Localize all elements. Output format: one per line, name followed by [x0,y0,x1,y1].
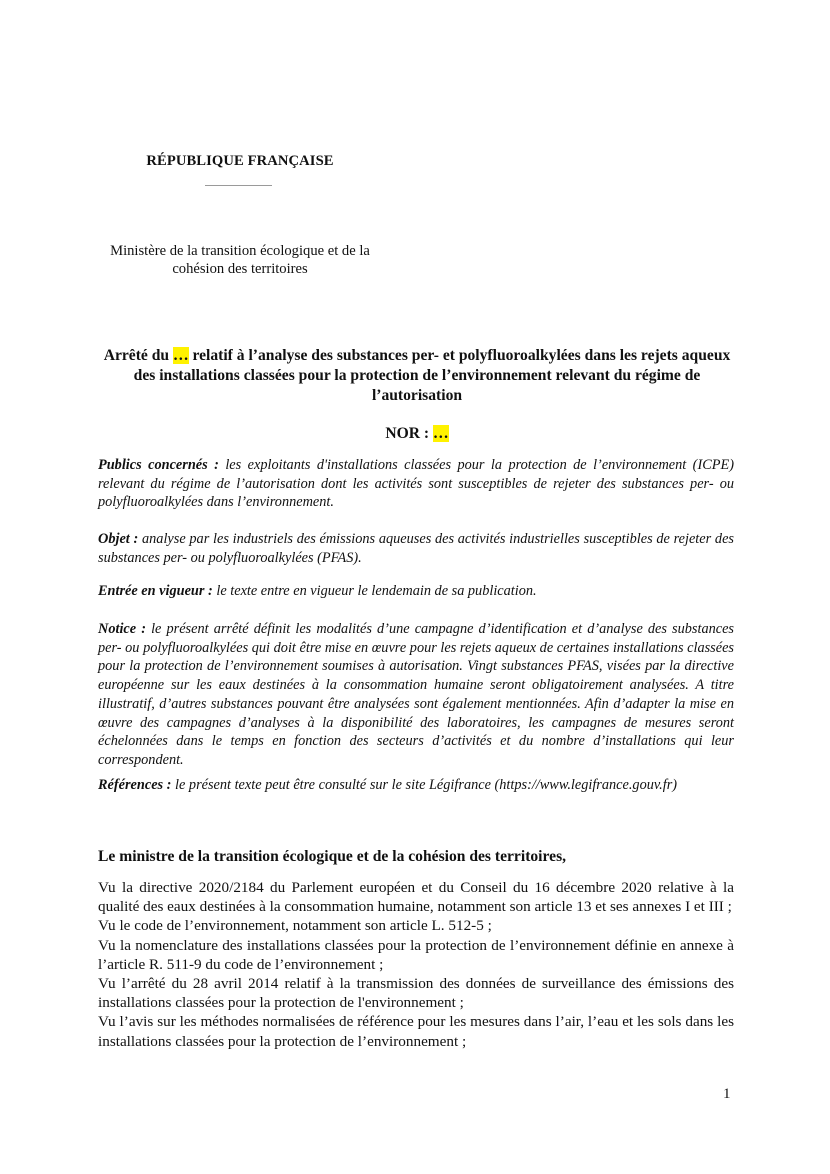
visa-item: Vu la nomenclature des installations classées pour la protection de l’environnement définie en annexe à l’article R. 511-9 du code de l’environnement ; [98,936,734,973]
republic-heading: RÉPUBLIQUE FRANÇAISE [146,153,334,169]
visas-list [98,878,734,1051]
summary-references [98,776,734,795]
date-placeholder-highlight: … [172,347,189,364]
decree-title [98,346,736,406]
ministry-name: Ministère de la transition écologique et de la cohésion des territoires [110,243,370,277]
summary-label: Entrée en vigueur : [98,583,213,599]
summary-label: Publics concernés : [98,457,219,473]
nor-reference [98,425,736,443]
summary-text: le présent texte peut être consulté sur le site Légifrance (https://www.legifrance.gouv.fr) [171,777,678,793]
visa-item: Vu l’arrêté du 28 avril 2014 relatif à la transmission des données de surveillance des émissions des installations classées pour la protection de l'environnement ; [98,975,734,1012]
summary-text: les exploitants d'installations classées pour la protection de l’environnement (ICPE) relevant du régime de l’autorisation dont les activités sont susceptibles de rejeter des substances per- ou polyfluoroalkylées dans l’environnement. [98,457,734,511]
summary-publics [98,456,734,512]
visa-item: Vu la directive 2020/2184 du Parlement européen et du Conseil du 16 décembre 2020 relative à la qualité des eaux destinées à la consommation humaine, notamment son article 13 et ses annexes I et III ; [98,879,734,916]
header-divider [205,185,272,186]
summary-objet [98,530,734,567]
summary-label: Objet : [98,531,139,547]
nor-label: NOR : [385,425,434,442]
title-prefix: Arrêté du [103,347,173,364]
summary-notice [98,620,734,770]
summary-text: le texte entre en vigueur le lendemain de sa publication. [212,583,537,599]
minister-heading: Le ministre de la transition écologique et de la cohésion des territoires, [98,848,567,865]
nor-placeholder-highlight: … [433,425,449,442]
page-number: 1 [723,1086,731,1102]
summary-text: analyse par les industriels des émissions aqueuses des activités industrielles susceptibles de rejeter des substances per- ou polyfluoroalkylées (PFAS). [98,531,734,566]
visa-item: Vu l’avis sur les méthodes normalisées de référence pour les mesures dans l’air, l’eau et les sols dans les installations classées pour la protection de l’environnement ; [98,1013,734,1050]
visa-item: Vu le code de l’environnement, notamment son article L. 512-5 ; [98,917,492,935]
summary-text: le présent arrêté définit les modalités d’une campagne d’identification et d’analyse des substances per- ou polyfluoroalkylées qui doit être mise en œuvre pour les rejets aqueux de certaines installations classées pour la protection de l’environnement soumises à autorisation. Vingt substances PFAS, visées par la directive européenne sur les eaux destinées à la consommation humaine seront obligatoirement analysées. A titre illustratif, d’autres substances pouvant être analysées sont également mentionnées. Afin d’adapter la mise en œuvre des campagnes d’analyses à la disponibilité des laboratoires, les campagnes de mesures seront échelonnées dans le temps en fonction des secteurs d’activités et du nombre d’installations qui leur correspondent. [98,621,735,768]
summary-label: Notice : [98,621,146,637]
title-rest: relatif à l’analyse des substances per- et polyfluoroalkylées dans les rejets aqueux des installations classées pour la protection de l’environnement relevant du régime de l’autorisation [133,347,731,404]
summary-entree-en-vigueur [98,582,734,601]
summary-label: Références : [98,777,172,793]
